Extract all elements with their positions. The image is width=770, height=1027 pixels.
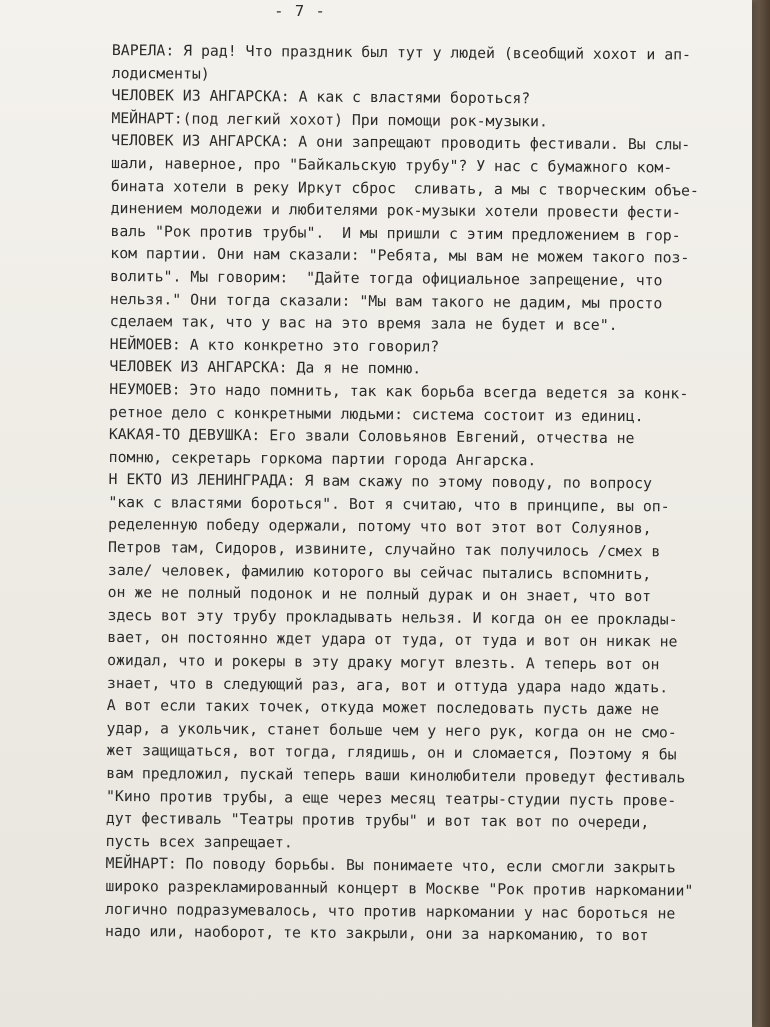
text-line: Петров там, Сидоров, извините, случайно так получилось /смех в	[107, 539, 661, 561]
text-line: НЕЙМОЕВ: А кто конкретно это говорил?	[109, 335, 440, 356]
text-line: ретное дело с конкретными людьми: система состоит из единиц.	[109, 403, 644, 425]
text-line: Н ЕКТО ИЗ ЛЕНИНГРАДА: Я вам скажу по этому поводу, по вопросу	[108, 471, 653, 493]
text-line: "как с властями бороться". Вот я считаю, что в принципе, вы оп-	[108, 493, 670, 516]
text-line: здесь вот эту трубу прокладывать нельзя. И когда он ее проклады-	[107, 606, 678, 629]
text-line: дут фестиваль "Театры против трубы" и вот так вот по очереди,	[105, 810, 650, 832]
text-line: широко разрекламированный концерт в Москве "Рок против наркомании"	[105, 877, 694, 900]
text-line: логично подразумевалось, что против наркомании у нас бороться не	[105, 900, 676, 923]
text-line: НЕУМОЕВ: Это надо помнить, так как борьба всегда ведется за конк-	[109, 380, 689, 403]
text-line: шали, наверное, про "Байкальскую трубу"? У нас с бумажного ком-	[110, 154, 673, 177]
text-line: пусть всех запрещает.	[105, 832, 293, 852]
text-line: удар, а укольчик, станет больше чем у него рук, когда он не смо-	[106, 719, 677, 742]
text-line: бината хотели в реку Иркут сброс сливать, а мы с творческим объе-	[110, 177, 699, 200]
text-line: МЕЙНАРТ:(под легкий хохот) При помощи рок-музыки.	[111, 109, 548, 131]
text-line: вам предложил, пускай теперь ваши кинолюбители проведут фестиваль	[106, 764, 686, 787]
text-line: волить". Мы говорим: "Дайте тогда официальное запрещение, что	[110, 267, 663, 290]
text-line: ЧЕЛОВЕК ИЗ АНГАРСКА: А как с властями бороться?	[111, 87, 531, 108]
page-number: - 7 -	[274, 2, 326, 20]
text-line: он же не полный подонок и не полный дурак и он знает, что вот	[107, 584, 652, 606]
text-line: сделаем так, что у вас на это время зала не будет и все".	[109, 313, 618, 335]
text-line: ЧЕЛОВЕК ИЗ АНГАРСКА: А они запрещают проводить фестивали. Вы слы-	[111, 132, 691, 154]
text-line: знает, что в следующий раз, ага, вот и оттуда удара надо ждать.	[106, 674, 669, 697]
text-line: ожидал, что и рокеры в эту драку могут влезть. А теперь вот он	[107, 652, 660, 674]
text-line: ВАРЕЛА: Я рад! Что праздник был тут у людей (всеобщий хохот и ап-	[111, 41, 692, 64]
text-line: ЧЕЛОВЕК ИЗ АНГАРСКА: Да я не помню.	[109, 358, 422, 378]
text-line: жет защищаться, вот тогда, глядишь, он и сломается, Поэтому я бы	[106, 742, 677, 764]
text-line: вает, он постоянно ждет удара от туда, от туда и вот он никак не	[107, 629, 678, 651]
text-line: динением молодежи и любителями рок-музыки хотели провести фести-	[110, 200, 681, 222]
text-line: лодисменты)	[111, 64, 210, 83]
text-line: "Кино против трубы, а еще через месяц театры-студии пусть прове-	[105, 787, 677, 810]
text-line: зале/ человек, фамилию которого вы сейчас пытались вспомнить,	[107, 561, 652, 583]
text-line: надо или, наоборот, те кто закрыли, они за наркоманию, то вот	[104, 923, 649, 945]
text-line: МЕЙНАРТ: По поводу борьбы. Вы понимаете что, если смогли закрыть	[105, 855, 676, 877]
text-line: А вот если таких точек, откуда может последовать пусть даже не	[106, 697, 660, 719]
text-line: ределенную победу одержали, потому что вот этот вот Солуянов,	[108, 516, 652, 538]
text-line: ком партии. Они нам сказали: "Ребята, мы вам не можем такого поз-	[110, 245, 690, 267]
text-line: КАКАЯ-ТО ДЕВУШКА: Его звали Соловьянов Евгений, отчества не	[108, 426, 635, 448]
transcript-body	[105, 40, 742, 949]
text-line: валь "Рок против трубы". И мы пришли с этим предложением в гор-	[110, 222, 681, 245]
text-line: помню, секретарь горкома партии города Ангарска.	[108, 448, 537, 470]
text-line: нельзя." Они тогда сказали: "Мы вам такого не дадим, мы просто	[109, 290, 663, 312]
